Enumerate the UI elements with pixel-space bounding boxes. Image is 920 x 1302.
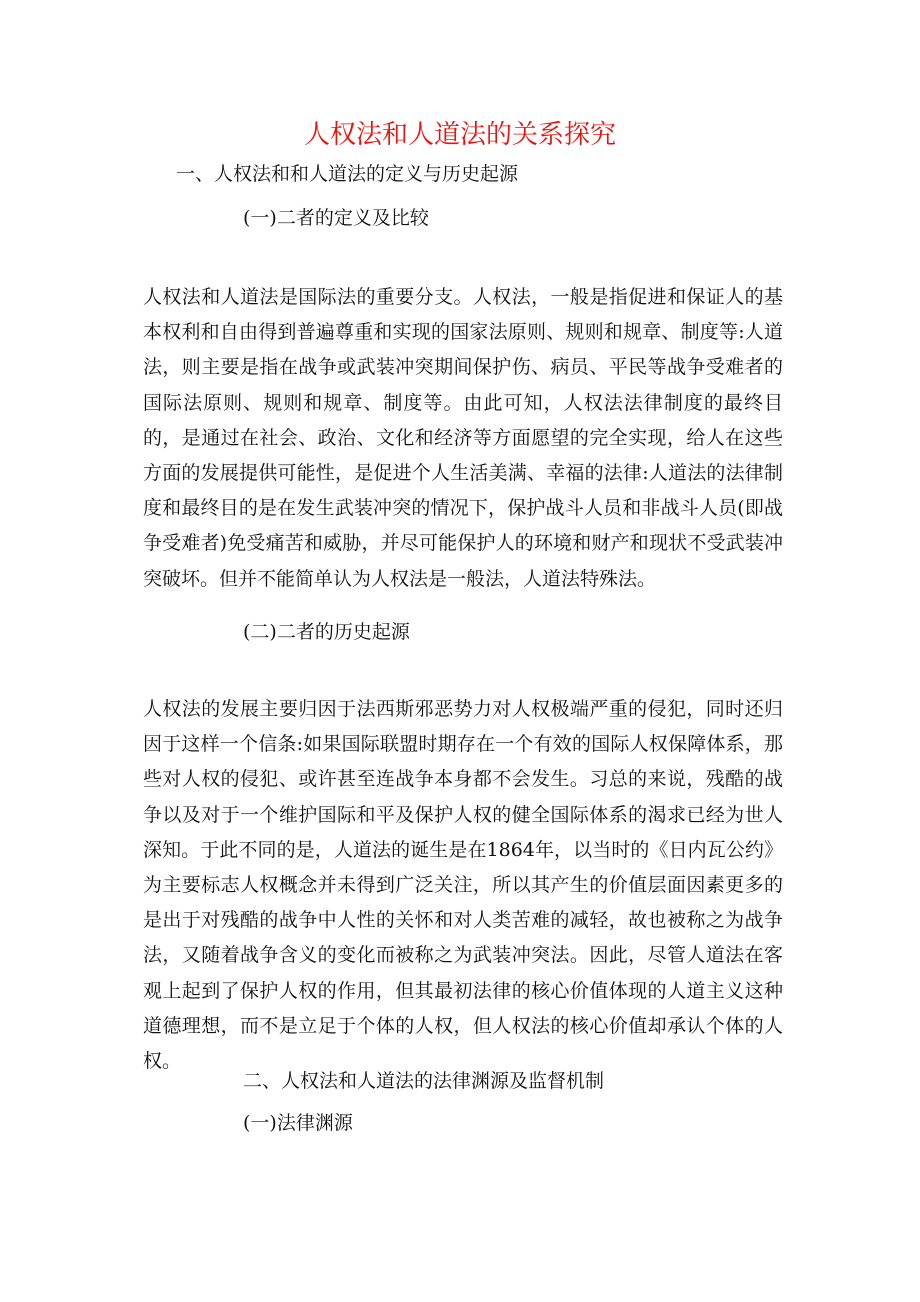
document-title: 人权法和人道法的关系探究	[303, 120, 616, 150]
paragraph-origin: 人权法的发展主要归因于法西斯邪恶势力对人权极端严重的侵犯，同时还归因于这样一个信条:如果国际联盟时期存在一个有效的国际人权保障体系，那些对人权的侵犯、或许甚至连战争本身都不会发生。习总的来说，残酷的战争以及对于一个维护国际和平及保护人权的健全国际体系的渴求已经为世人深知。于此不同的是，人道法的诞生是在1864年，以当时的《日内瓦公约》为主要标志人权概念并未得到广泛关注，所以其产生的价值层面因素更多的是出于对残酷的战争中人性的关怀和对人类苦难的减轻，故也被称之为战争法，又随着战争含义的变化而被称之为武装冲突法。因此，尽管人道法在客观上起到了保护人权的作用，但其最初法律的核心价值体现的人道主义这种道德理想，而不是立足于个体的人权，但人权法的核心价值却承认个体的人权。	[143, 698, 783, 1073]
subsection-heading-origin: (二)二者的历史起源	[243, 621, 410, 643]
section-heading-2: 二、人权法和人道法的法律渊源及监督机制	[243, 1070, 605, 1092]
paragraph-definition: 人权法和人道法是国际法的重要分支。人权法，一般是指促进和保证人的基本权利和自由得到普遍尊重和实现的国家法原则、规则和规章、制度等:人道法，则主要是指在战争或武装冲突期间保护伤、病员、平民等战争受难者的国际法原则、规则和规章、制度等。由此可知，人权法法律制度的最终目的，是通过在社会、政治、文化和经济等方面愿望的完全实现，给人在这些方面的发展提供可能性，是促进个人生活美满、幸福的法律:人道法的法律制度和最终目的是在发生武装冲突的情况下，保护战斗人员和非战斗人员(即战争受难者)免受痛苦和威胁，并尽可能保护人的环境和财产和现状不受武装冲突破坏。但并不能简单认为人权法是一般法，人道法特殊法。	[143, 286, 783, 590]
subsection-heading-definition: (一)二者的定义及比较	[243, 207, 429, 229]
subsection-heading-sources: (一)法律渊源	[243, 1112, 353, 1134]
section-heading-1: 一、人权法和和人道法的定义与历史起源	[176, 163, 519, 185]
